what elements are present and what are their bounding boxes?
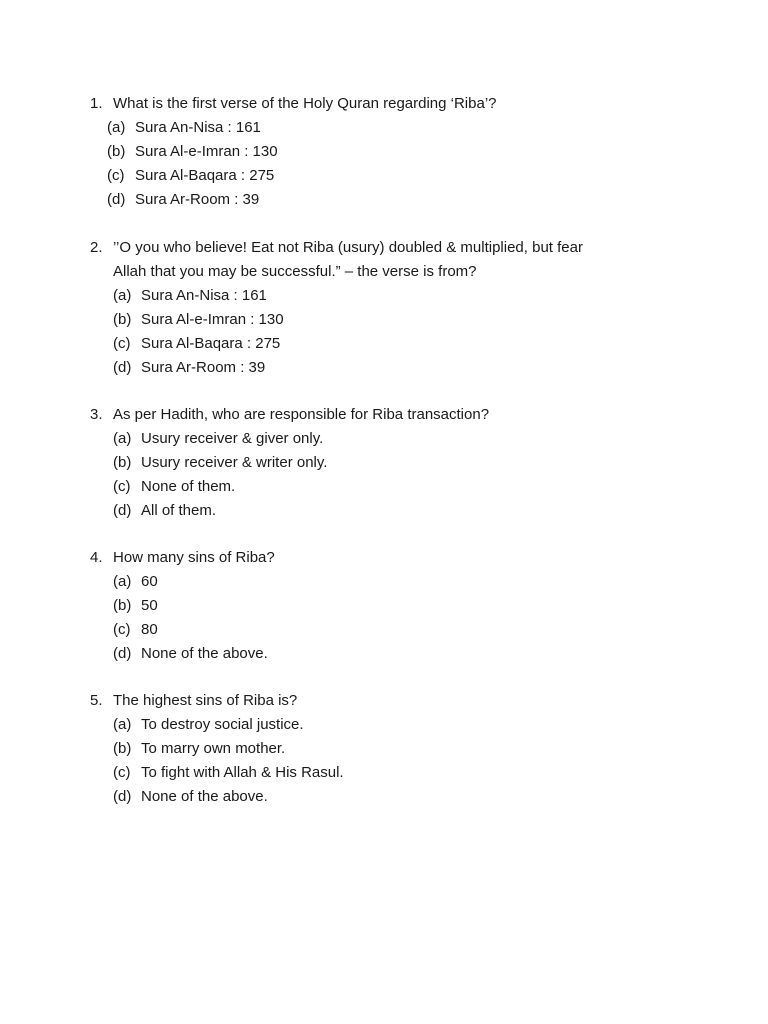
option-letter: (d) [113,359,132,376]
option-a [113,570,670,594]
question-1-stem [90,92,670,116]
option-text: None of the above. [141,645,268,662]
option-text: Sura Al-Baqara : 275 [135,167,275,184]
option-b [107,140,670,164]
option-c [113,475,670,499]
question-number: 3. [90,406,103,423]
question-text-continuation: Allah that you may be successful.” – the verse is from? [113,263,477,280]
question-number: 2. [90,239,103,256]
option-a [107,116,670,140]
option-letter: (a) [113,287,132,304]
question-5-stem [90,689,670,713]
option-text: To marry own mother. [141,740,286,757]
option-b [113,594,670,618]
option-list [90,713,670,809]
option-letter: (d) [113,502,132,519]
option-letter: (b) [113,597,132,614]
question-4-stem [90,546,670,570]
option-text: 60 [141,573,158,590]
option-list [90,284,670,380]
option-text: Sura Ar-Room : 39 [141,359,266,376]
option-letter: (c) [113,478,131,495]
option-d [113,785,670,809]
option-text: To fight with Allah & His Rasul. [141,764,344,781]
question-text: What is the first verse of the Holy Quran regarding ‘Riba’? [113,95,497,112]
option-text: Sura An-Nisa : 161 [135,119,261,136]
option-d [113,499,670,523]
option-a [113,713,670,737]
option-letter: (b) [113,454,132,471]
option-b [113,737,670,761]
option-text: Sura Al-e-Imran : 130 [141,311,284,328]
question-4 [90,546,670,666]
option-text: Sura Al-e-Imran : 130 [135,143,278,160]
option-d [113,642,670,666]
option-letter: (a) [113,430,132,447]
option-c [107,164,670,188]
question-3 [90,403,670,523]
option-text: None of them. [141,478,236,495]
option-b [113,308,670,332]
option-text: 80 [141,621,158,638]
option-c [113,761,670,785]
option-text: 50 [141,597,158,614]
option-letter: (d) [107,191,126,208]
option-text: Sura Ar-Room : 39 [135,191,260,208]
option-text: Usury receiver & giver only. [141,430,324,447]
option-c [113,618,670,642]
option-letter: (d) [113,645,132,662]
option-d [107,188,670,212]
option-b [113,451,670,475]
option-text: Sura Al-Baqara : 275 [141,335,281,352]
option-letter: (d) [113,788,132,805]
option-text: None of the above. [141,788,268,805]
question-1 [90,92,670,212]
option-letter: (b) [113,740,132,757]
option-letter: (c) [113,764,131,781]
option-c [113,332,670,356]
option-a [113,284,670,308]
option-letter: (c) [113,621,131,638]
question-2-stem [90,236,670,260]
question-number: 5. [90,692,103,709]
question-text: As per Hadith, who are responsible for Riba transaction? [113,406,490,423]
option-d [113,356,670,380]
option-list [90,427,670,523]
option-letter: (b) [107,143,126,160]
question-5 [90,689,670,809]
option-letter: (b) [113,311,132,328]
option-letter: (a) [107,119,126,136]
question-text: ’’O you who believe! Eat not Riba (usury) doubled & multiplied, but fear [113,239,583,256]
option-letter: (a) [113,573,132,590]
option-letter: (a) [113,716,132,733]
option-text: All of them. [141,502,217,519]
option-text: To destroy social justice. [141,716,304,733]
option-text: Usury receiver & writer only. [141,454,328,471]
question-2 [90,236,670,380]
question-number: 1. [90,95,103,112]
option-list [90,570,670,666]
option-text: Sura An-Nisa : 161 [141,287,267,304]
question-3-stem [90,403,670,427]
option-letter: (c) [113,335,131,352]
question-text: The highest sins of Riba is? [113,692,298,709]
question-text: How many sins of Riba? [113,549,275,566]
option-list [90,116,670,212]
question-number: 4. [90,549,103,566]
option-letter: (c) [107,167,125,184]
option-a [113,427,670,451]
